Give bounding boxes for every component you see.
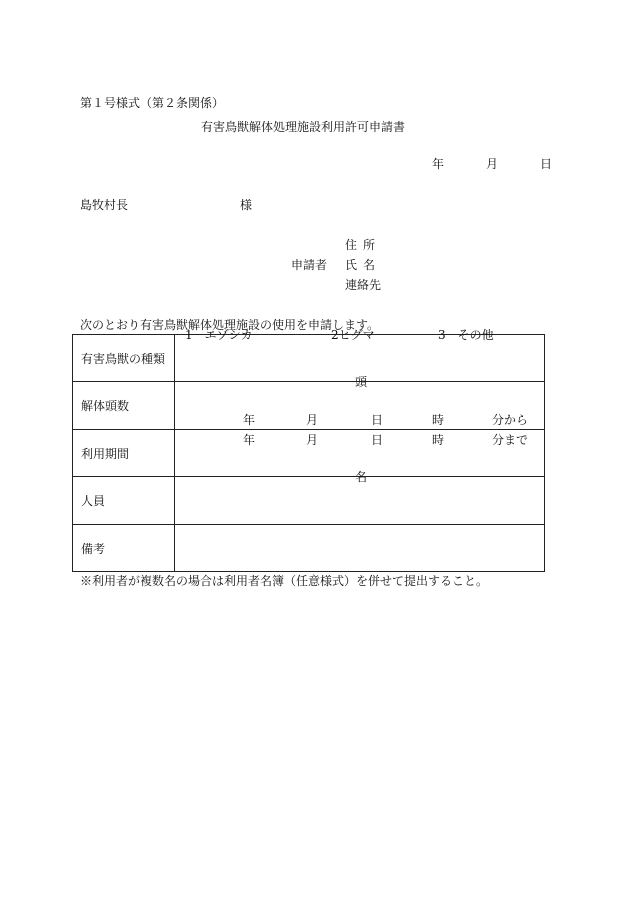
period-from-hour: 時	[432, 413, 445, 427]
date-month-label: 月	[486, 157, 499, 171]
period-label: 利用期間	[73, 430, 175, 477]
document-title: 有害鳥獣解体処理施設利用許可申請書	[201, 120, 406, 134]
count-label: 解体頭数	[73, 382, 175, 430]
personnel-field[interactable]	[175, 470, 545, 525]
personnel-unit: 名	[355, 470, 368, 484]
period-from-year: 年	[243, 413, 256, 427]
remarks-row	[73, 525, 545, 572]
addressee-name: 島牧村長	[80, 198, 129, 212]
period-to-day: 日	[371, 433, 384, 447]
footnote: ※利用者が複数名の場合は利用者名簿（任意様式）を併せて提出すること。	[80, 574, 489, 588]
count-unit: 頭	[355, 375, 368, 389]
species-row	[73, 335, 545, 382]
application-table	[72, 328, 545, 572]
count-field[interactable]	[175, 375, 545, 430]
remarks-field[interactable]	[175, 525, 545, 572]
period-from-day: 日	[371, 413, 384, 427]
form-number: 第１号様式（第２条関係）	[80, 96, 225, 110]
species-option-ezoshika[interactable]: 1 エゾシカ	[185, 328, 253, 342]
date-day-label: 日	[540, 157, 553, 171]
species-option-other[interactable]: 3 その他	[438, 328, 494, 342]
intro-text: 次のとおり有害鳥獣解体処理施設の使用を申請します。	[80, 318, 380, 332]
personnel-label: 人員	[73, 477, 175, 525]
addressee-honorific: 様	[240, 198, 253, 212]
applicant-label: 申請者	[291, 258, 328, 272]
period-row	[73, 430, 545, 477]
period-to-minute: 分まで	[492, 433, 529, 447]
date-year-label: 年	[432, 157, 445, 171]
period-to-year: 年	[243, 433, 256, 447]
period-to-month: 月	[306, 433, 319, 447]
name-label: 氏名	[345, 258, 382, 272]
period-from-minute: 分から	[492, 413, 529, 427]
remarks-label: 備考	[73, 525, 175, 572]
contact-label: 連絡先	[345, 278, 382, 292]
period-from-month: 月	[306, 413, 319, 427]
species-option-higuma[interactable]: 2ヒグマ	[331, 328, 375, 342]
personnel-row	[73, 477, 545, 525]
species-label: 有害鳥獣の種類	[73, 335, 175, 382]
address-label: 住所	[345, 238, 382, 252]
period-to-hour: 時	[432, 433, 445, 447]
